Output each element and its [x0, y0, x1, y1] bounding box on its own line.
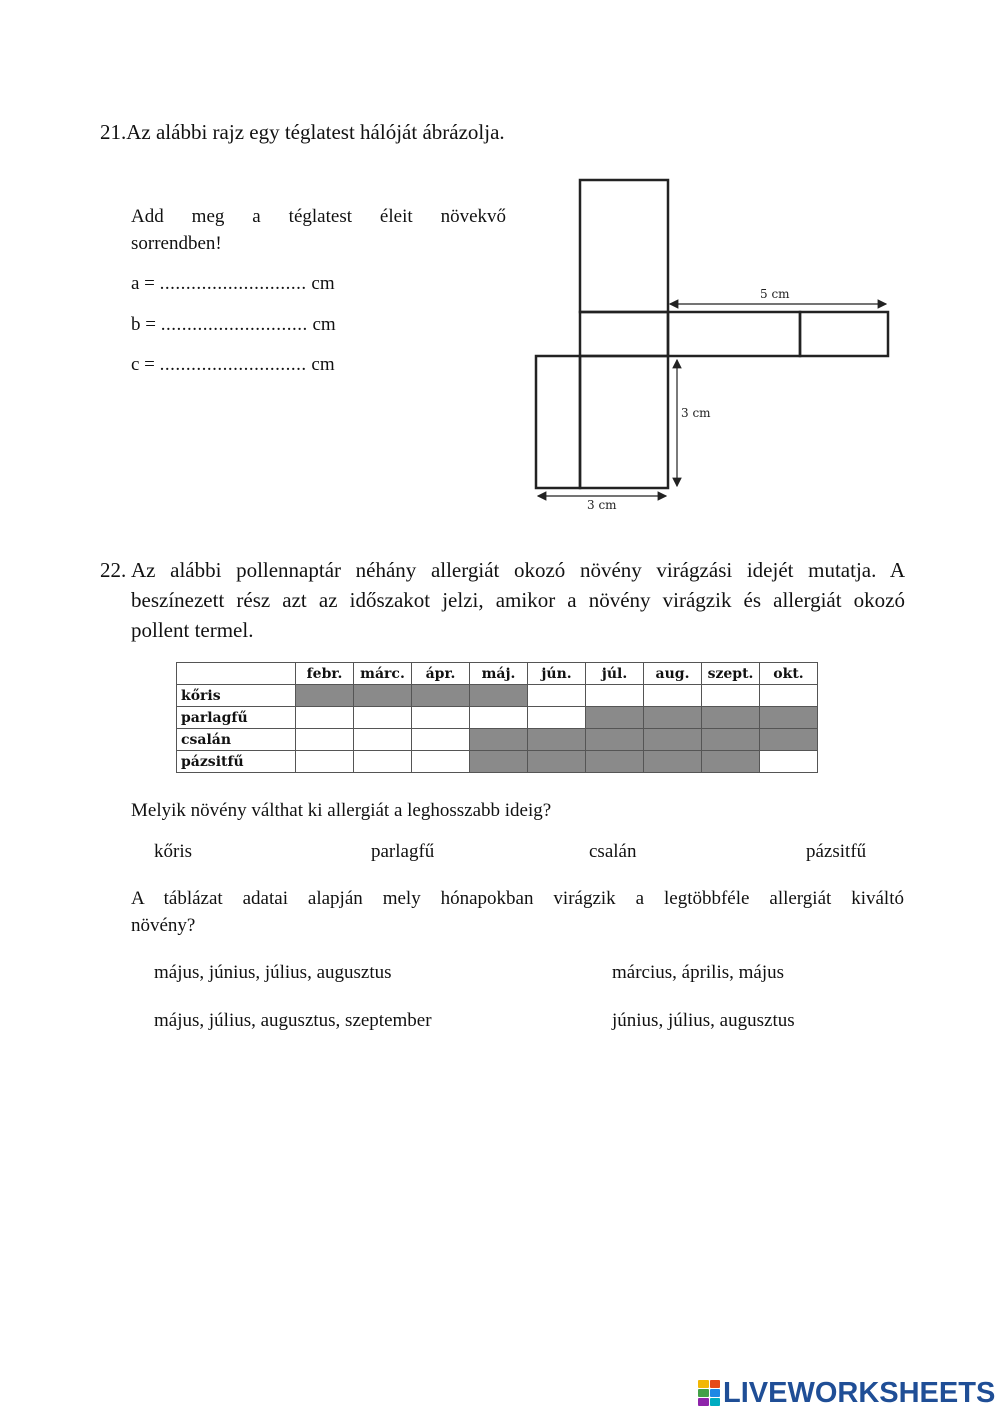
- answer-blank[interactable]: ............................: [159, 273, 307, 294]
- bloom-cell-filled: [470, 751, 528, 773]
- bloom-cell-empty: [296, 751, 354, 773]
- liveworksheets-logo: [698, 1377, 995, 1409]
- bloom-cell-empty: [296, 729, 354, 751]
- table-corner-cell: [177, 663, 296, 685]
- month-header: jún.: [528, 663, 586, 685]
- bloom-cell-filled: [702, 729, 760, 751]
- bloom-cell-empty: [354, 707, 412, 729]
- table-row: [177, 685, 818, 707]
- answer-unit: cm: [312, 314, 336, 335]
- month-header: szept.: [702, 663, 760, 685]
- bloom-cell-empty: [412, 707, 470, 729]
- question-22b-line-1: A táblázat adatai alapján mely hónapokban virágzik a legtöbbféle allergiát kiváltó: [131, 888, 904, 909]
- answer-a[interactable]: [131, 272, 335, 296]
- bloom-cell-empty: [760, 751, 818, 773]
- question-number: 22.: [100, 558, 127, 582]
- month-header: febr.: [296, 663, 354, 685]
- month-header: márc.: [354, 663, 412, 685]
- plant-name-cell: pázsitfű: [177, 751, 296, 773]
- answer-unit: cm: [311, 273, 335, 294]
- bloom-cell-empty: [528, 685, 586, 707]
- answer-label: b =: [131, 314, 156, 335]
- option-may-aug[interactable]: május, június, július, augusztus: [154, 962, 392, 983]
- bloom-cell-filled: [760, 707, 818, 729]
- bloom-cell-empty: [644, 685, 702, 707]
- bloom-cell-empty: [760, 685, 818, 707]
- bloom-cell-filled: [644, 707, 702, 729]
- month-header: júl.: [586, 663, 644, 685]
- net-face-right-end: [800, 312, 888, 356]
- bloom-cell-empty: [470, 707, 528, 729]
- bloom-cell-filled: [702, 707, 760, 729]
- instruction-line-1: Add meg a téglatest éleit növekvő: [131, 206, 506, 227]
- bloom-cell-filled: [760, 729, 818, 751]
- question-text-line-3: pollent termel.: [131, 618, 254, 642]
- option-pazsitfu[interactable]: pázsitfű: [806, 841, 867, 862]
- question-21-title: [100, 117, 900, 147]
- bloom-cell-filled: [644, 751, 702, 773]
- bloom-cell-empty: [296, 707, 354, 729]
- question-22b-line-2: növény?: [131, 915, 196, 936]
- bloom-cell-empty: [354, 751, 412, 773]
- bloom-cell-filled: [586, 729, 644, 751]
- bloom-cell-empty: [412, 729, 470, 751]
- bloom-cell-filled: [528, 751, 586, 773]
- answer-blank[interactable]: ............................: [160, 314, 308, 335]
- question-text-line-2: beszínezett rész azt az időszakot jelzi, amikor a növény virágzik és allergiát okozó: [131, 588, 905, 612]
- bloom-cell-empty: [528, 707, 586, 729]
- question-number: 21.: [100, 120, 127, 144]
- table-row: [177, 707, 818, 729]
- net-face-right-long: [668, 312, 800, 356]
- answer-c[interactable]: [131, 353, 335, 377]
- logo-mark-icon: [698, 1380, 720, 1406]
- table-header-row: [177, 663, 818, 685]
- option-koris[interactable]: kőris: [154, 841, 192, 862]
- bloom-cell-empty: [586, 685, 644, 707]
- answer-blank[interactable]: ............................: [159, 354, 307, 375]
- dimension-label-bottom: 3 cm: [587, 498, 617, 512]
- bloom-cell-empty: [702, 685, 760, 707]
- question-text-line-1: Az alábbi pollennaptár néhány allergiát okozó növény virágzási idejét mutatja. A: [131, 558, 905, 582]
- logo-text: LIVEWORKSHEETS: [723, 1377, 996, 1409]
- bloom-cell-filled: [470, 729, 528, 751]
- bloom-cell-filled: [412, 685, 470, 707]
- instruction-line-2: sorrendben!: [131, 233, 222, 254]
- question-text: Az alábbi rajz egy téglatest hálóját ábrázolja.: [126, 120, 505, 144]
- bloom-cell-empty: [412, 751, 470, 773]
- option-may-sep[interactable]: május, július, augusztus, szeptember: [154, 1010, 432, 1031]
- option-parlagfu[interactable]: parlagfű: [371, 841, 435, 862]
- box-net-figure: [520, 170, 910, 520]
- plant-name-cell: kőris: [177, 685, 296, 707]
- answer-label: a =: [131, 273, 155, 294]
- net-face-bottom: [580, 356, 668, 488]
- dimension-label-right: 3 cm: [681, 406, 711, 420]
- question-22a: Melyik növény válthat ki allergiát a leghosszabb ideig?: [131, 800, 552, 821]
- bloom-cell-filled: [470, 685, 528, 707]
- answer-label: c =: [131, 354, 155, 375]
- bloom-cell-filled: [354, 685, 412, 707]
- bloom-cell-empty: [354, 729, 412, 751]
- option-csalan[interactable]: csalán: [589, 841, 637, 862]
- net-face-middle: [580, 312, 668, 356]
- plant-name-cell: csalán: [177, 729, 296, 751]
- bloom-cell-filled: [644, 729, 702, 751]
- month-header: máj.: [470, 663, 528, 685]
- option-jun-aug[interactable]: június, július, augusztus: [612, 1010, 795, 1031]
- question-22-title: [100, 555, 905, 645]
- bloom-cell-filled: [702, 751, 760, 773]
- month-header: okt.: [760, 663, 818, 685]
- bloom-cell-filled: [586, 751, 644, 773]
- dimension-label-top: 5 cm: [760, 287, 790, 301]
- table-row: [177, 729, 818, 751]
- net-face-bottom-left: [536, 356, 580, 488]
- month-header: ápr.: [412, 663, 470, 685]
- pollen-calendar-table: [176, 662, 818, 773]
- month-header: aug.: [644, 663, 702, 685]
- bloom-cell-filled: [528, 729, 586, 751]
- plant-name-cell: parlagfű: [177, 707, 296, 729]
- answer-b[interactable]: [131, 313, 336, 337]
- net-face-top: [580, 180, 668, 312]
- bloom-cell-filled: [586, 707, 644, 729]
- table-row: [177, 751, 818, 773]
- bloom-cell-filled: [296, 685, 354, 707]
- option-mar-may[interactable]: március, április, május: [612, 962, 785, 983]
- answer-unit: cm: [311, 354, 335, 375]
